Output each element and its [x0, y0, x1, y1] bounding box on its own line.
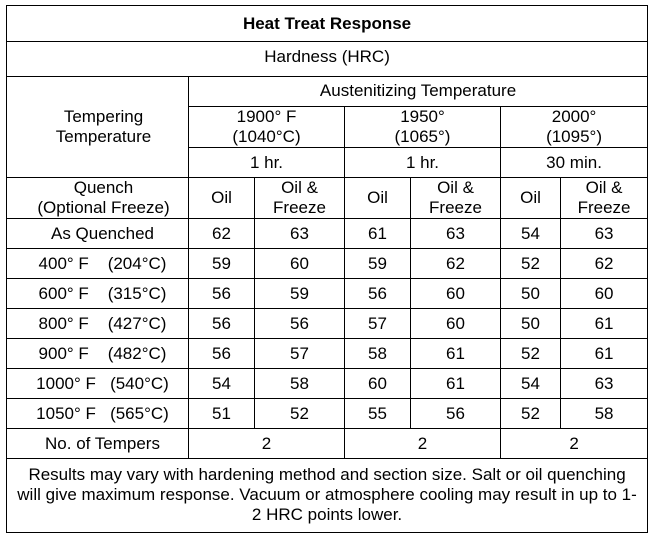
- row-value: 52: [501, 399, 561, 429]
- row-value: 59: [255, 279, 345, 309]
- row-value: 58: [345, 339, 411, 369]
- row-label: 800° F (427°C): [7, 309, 189, 339]
- austenitizing-temperature-header: Austenitizing Temperature: [189, 77, 648, 107]
- page-title: Heat Treat Response: [7, 6, 648, 42]
- row-value: 50: [501, 279, 561, 309]
- table-row-note: [7, 459, 648, 533]
- table-row: [7, 309, 648, 339]
- time-at-temp-col3: 30 min.: [501, 148, 648, 178]
- row-value: 56: [189, 309, 255, 339]
- austenitizing-temp-col1: [189, 107, 345, 148]
- quench-label: [7, 178, 189, 219]
- row-value: 62: [411, 249, 501, 279]
- tempering-temperature-label: [7, 77, 189, 178]
- row-value: 52: [501, 339, 561, 369]
- time-at-temp-col1: 1 hr.: [189, 148, 345, 178]
- row-value: 52: [255, 399, 345, 429]
- row-value: 63: [411, 219, 501, 249]
- quench-oilfreeze-col3-line2: Freeze: [577, 198, 631, 218]
- row-value: 57: [255, 339, 345, 369]
- table-row-subtitle: [7, 42, 648, 77]
- quench-oilfreeze-col2-line2: Freeze: [429, 198, 482, 218]
- table-row-title: [7, 6, 648, 42]
- row-value: 51: [189, 399, 255, 429]
- row-value: 60: [345, 369, 411, 399]
- row-value: 56: [189, 339, 255, 369]
- table-row-austenitizing-header: [7, 77, 648, 107]
- time-at-temp-col2: 1 hr.: [345, 148, 501, 178]
- austenitizing-temp-col1-line1: 1900° F: [236, 107, 297, 126]
- row-value: 63: [255, 219, 345, 249]
- tempering-label-line1: Tempering: [63, 107, 144, 126]
- row-value: 56: [255, 309, 345, 339]
- row-value: 63: [561, 219, 648, 249]
- tempering-label-line2: Temperature: [55, 127, 152, 147]
- austenitizing-temp-col3-line1: 2000°: [551, 107, 597, 126]
- row-value: 61: [411, 369, 501, 399]
- row-label: 1000° F (540°C): [7, 369, 189, 399]
- row-label: As Quenched: [7, 219, 189, 249]
- row-value: 54: [501, 219, 561, 249]
- austenitizing-temp-col1-line2: (1040°C): [232, 127, 301, 147]
- tempers-row-label: No. of Tempers: [7, 429, 189, 459]
- row-value: 60: [411, 309, 501, 339]
- austenitizing-temp-col2: [345, 107, 501, 148]
- row-value: 60: [255, 249, 345, 279]
- quench-oil-col1: Oil: [189, 178, 255, 219]
- table-row-number-of-tempers: [7, 429, 648, 459]
- quench-oilfreeze-col1-line2: Freeze: [273, 198, 326, 218]
- row-value: 58: [561, 399, 648, 429]
- row-value: 56: [189, 279, 255, 309]
- table-row: [7, 369, 648, 399]
- row-value: 61: [345, 219, 411, 249]
- quench-oil-col2: Oil: [345, 178, 411, 219]
- row-value: 61: [561, 339, 648, 369]
- row-label: 900° F (482°C): [7, 339, 189, 369]
- footnote-text: Results may vary with hardening method and section size. Salt or oil quenching will give maximum response. Vacuum or atmosphere cooling may result in up to 1-2 HRC points lower.: [7, 459, 648, 533]
- row-label: 400° F (204°C): [7, 249, 189, 279]
- row-value: 59: [345, 249, 411, 279]
- row-value: 54: [189, 369, 255, 399]
- quench-oilfreeze-col1-line1: Oil &: [281, 178, 318, 198]
- row-label: 600° F (315°C): [7, 279, 189, 309]
- austenitizing-temp-col2-line2: (1065°): [394, 127, 451, 147]
- row-value: 61: [411, 339, 501, 369]
- table-row: [7, 399, 648, 429]
- table-row: [7, 279, 648, 309]
- quench-label-line2: (Optional Freeze): [37, 198, 170, 218]
- row-value: 50: [501, 309, 561, 339]
- row-value: 62: [561, 249, 648, 279]
- quench-oilfreeze-col2-line1: Oil &: [437, 178, 474, 198]
- row-value: 56: [411, 399, 501, 429]
- austenitizing-temp-col3: [501, 107, 648, 148]
- row-value: 60: [411, 279, 501, 309]
- heat-treat-response-table: [6, 5, 648, 533]
- austenitizing-temp-col3-line2: (1095°): [546, 127, 603, 147]
- row-value: 59: [189, 249, 255, 279]
- row-value: 56: [345, 279, 411, 309]
- quench-oilfreeze-col2: [411, 178, 501, 219]
- quench-oilfreeze-col1: [255, 178, 345, 219]
- table-row: [7, 219, 648, 249]
- row-value: 55: [345, 399, 411, 429]
- row-value: 63: [561, 369, 648, 399]
- document-page: [0, 5, 653, 546]
- quench-oilfreeze-col3: [561, 178, 648, 219]
- row-value: 57: [345, 309, 411, 339]
- row-value: 61: [561, 309, 648, 339]
- page-subtitle: Hardness (HRC): [7, 42, 648, 77]
- table-row: [7, 249, 648, 279]
- table-row: [7, 339, 648, 369]
- tempers-col1: 2: [189, 429, 345, 459]
- quench-oil-col3: Oil: [501, 178, 561, 219]
- quench-label-line1: Quench: [73, 178, 134, 198]
- row-value: 54: [501, 369, 561, 399]
- row-value: 62: [189, 219, 255, 249]
- quench-oilfreeze-col3-line1: Oil &: [585, 178, 623, 198]
- austenitizing-temp-col2-line1: 1950°: [400, 107, 445, 126]
- table-row-quench-header: [7, 178, 648, 219]
- row-value: 58: [255, 369, 345, 399]
- row-value: 60: [561, 279, 648, 309]
- row-value: 52: [501, 249, 561, 279]
- tempers-col3: 2: [501, 429, 648, 459]
- row-label: 1050° F (565°C): [7, 399, 189, 429]
- tempers-col2: 2: [345, 429, 501, 459]
